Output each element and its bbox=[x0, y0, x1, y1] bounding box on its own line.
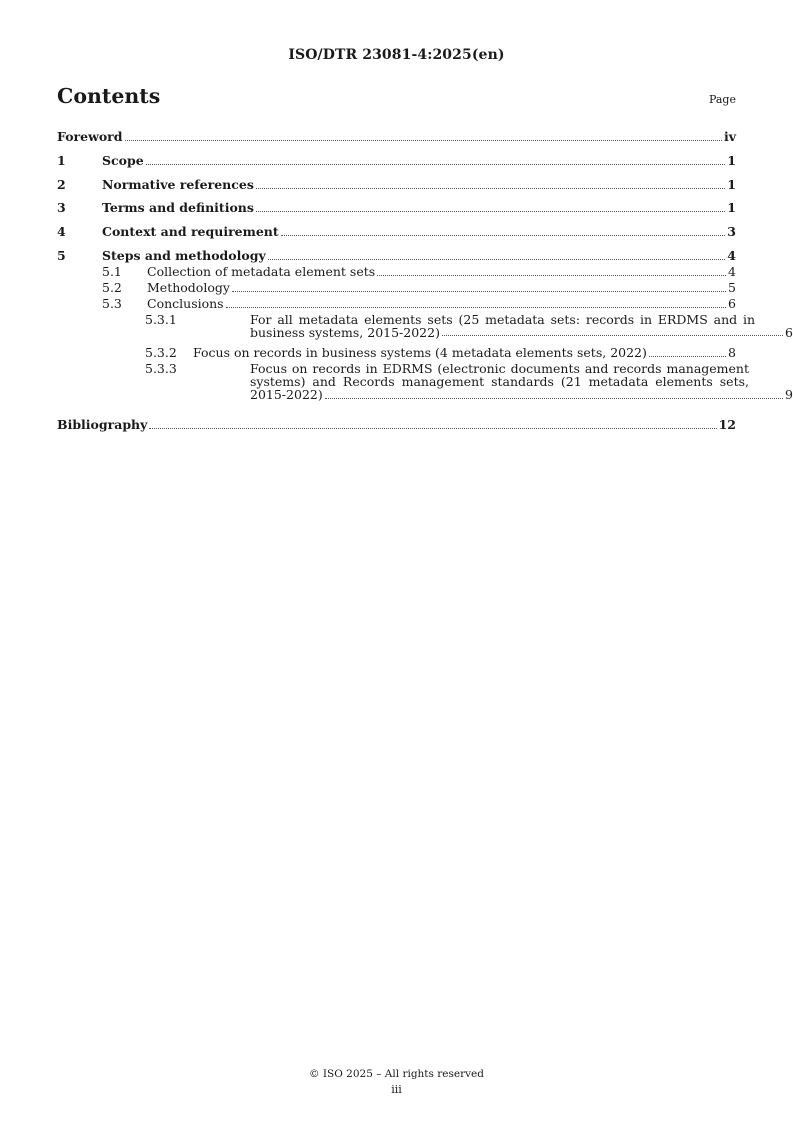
dot-leader bbox=[377, 265, 726, 276]
toc-title-line: For all metadata elements sets (25 metadata sets: records in ERDMS and in bbox=[250, 312, 755, 327]
toc-number: 1 bbox=[57, 153, 66, 168]
toc-title-line: systems) and Records management standards (21 metadata elements sets, bbox=[250, 374, 749, 390]
toc-page: 3 bbox=[727, 224, 736, 239]
dot-leader bbox=[226, 297, 726, 308]
toc-title: Context and requirement bbox=[102, 224, 279, 239]
toc-title: Scope bbox=[102, 153, 144, 168]
toc-title: Focus on records in business systems (4 metadata elements sets, 2022) bbox=[193, 345, 647, 360]
toc-title: Collection of metadata element sets bbox=[147, 264, 376, 279]
dot-leader bbox=[232, 281, 726, 292]
toc-title: Steps and methodology bbox=[102, 248, 266, 263]
dot-leader bbox=[281, 225, 726, 236]
toc-page: 4 bbox=[728, 264, 736, 279]
toc-title-line: 2015-2022) bbox=[250, 387, 323, 403]
toc-page: 6 bbox=[728, 296, 736, 311]
dot-leader bbox=[256, 201, 725, 212]
toc-title: Normative references bbox=[102, 177, 254, 192]
toc-page: 1 bbox=[727, 177, 736, 192]
toc-title: Methodology bbox=[147, 280, 230, 295]
toc-entry-edrms-text[interactable] bbox=[250, 362, 793, 402]
toc-number: 4 bbox=[57, 224, 66, 239]
toc-number: 3 bbox=[57, 200, 66, 215]
toc-number: 5.1 bbox=[102, 264, 122, 279]
toc-page: 9 bbox=[785, 387, 793, 403]
toc-number: 5.2 bbox=[102, 280, 122, 295]
dot-leader bbox=[325, 388, 783, 399]
toc-page: 1 bbox=[727, 153, 736, 168]
toc-page: iv bbox=[723, 129, 736, 144]
toc-title: Bibliography bbox=[57, 417, 148, 432]
dot-leader bbox=[256, 178, 725, 189]
dot-leader bbox=[125, 130, 722, 141]
toc-entry-all-metadata-sets-text[interactable] bbox=[250, 313, 793, 339]
dot-leader bbox=[649, 346, 726, 357]
toc-number: 5.3.3 bbox=[145, 361, 177, 376]
toc-page: 1 bbox=[727, 200, 736, 215]
dot-leader bbox=[146, 154, 726, 165]
toc-title-line: business systems, 2015-2022) bbox=[250, 325, 440, 341]
toc-page: 12 bbox=[718, 417, 736, 432]
toc-title: Conclusions bbox=[147, 296, 224, 311]
toc-page: 4 bbox=[727, 248, 736, 263]
page-number: iii bbox=[391, 1083, 402, 1096]
toc-number: 2 bbox=[57, 177, 66, 192]
document-header: ISO/DTR 23081-4:2025(en) bbox=[288, 47, 505, 63]
toc-title: Foreword bbox=[57, 129, 123, 144]
toc-page: 8 bbox=[728, 345, 736, 360]
dot-leader bbox=[149, 418, 716, 429]
contents-title: Contents bbox=[57, 84, 161, 108]
toc-number: 5.3 bbox=[102, 296, 122, 311]
page-column-label: Page bbox=[708, 93, 736, 106]
dot-leader bbox=[268, 249, 726, 260]
copyright-notice: © ISO 2025 – All rights reserved bbox=[309, 1068, 484, 1080]
toc-page: 5 bbox=[728, 280, 736, 295]
toc-page: 6 bbox=[785, 325, 793, 341]
toc-number: 5 bbox=[57, 248, 66, 263]
toc-number: 5.3.1 bbox=[145, 312, 177, 327]
dot-leader bbox=[442, 325, 783, 336]
toc-title: Terms and definitions bbox=[102, 200, 254, 215]
toc-number: 5.3.2 bbox=[145, 345, 177, 360]
toc-title-line: Focus on records in EDRMS (electronic documents and records management bbox=[250, 361, 749, 376]
